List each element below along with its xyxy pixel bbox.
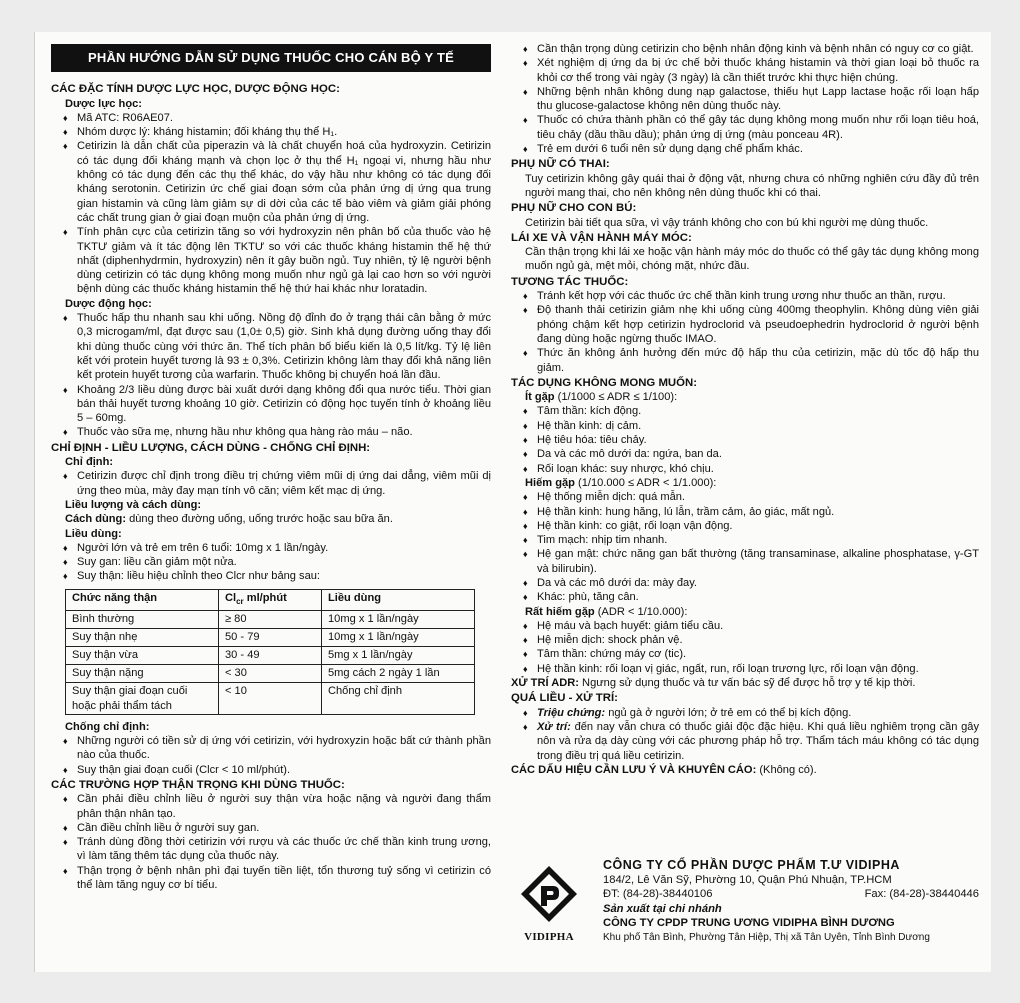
pd-heading: Dược lực học: [65,97,142,110]
table-cell: 5mg cách 2 ngày 1 lần [322,665,475,683]
logo-label: VIDIPHA [524,931,574,944]
list-item: ♦ Tâm thần: kích động. [511,404,979,418]
list-item: ♦ Suy gan: liều cần giảm một nửa. [51,555,491,569]
very-rare-list [511,619,979,676]
indication-heading: CHỈ ĐỊNH - LIỀU LƯỢNG, CÁCH DÙNG - CHỐNG CHỈ ĐỊNH: [51,441,371,454]
dose-list [51,541,491,584]
list-item: ♦ Thuốc có chứa thành phần có thể gây tác dụng không mong muốn như rối loạn tiêu hoá, tiêu chảy (dầu thầu dầu); phản ứng dị ứng (màu ponceau 4R). [511,113,979,142]
table-cell: ≥ 80 [219,611,322,629]
table-header: Chức năng thận [66,589,219,611]
list-item: ♦ Cetirizin là dẫn chất của piperazin và là chất chuyển hoá của hydroxyzin. Cetirizin có tác dụng đối kháng mạnh và chọn lọc ở thụ thể H₁ ngoại vi, nhưng hầu như không có tác dụng đến các thụ thể khác, do vậy hầu như không có tác dụng đối kháng serotonin. Cetirizin ức chế giai đoạn sớm của phản ứng dị ứng qua trung gian histamin và cũng làm giảm sự di dời của các tế bào viêm và giảm giải phóng các chất trung gian ở giai đoạn muộn của phản ứng dị ứng. [51,139,491,225]
table-row [66,647,475,665]
adr-handling: XỬ TRÍ ADR: Ngưng sử dụng thuốc và tư vấn bác sỹ để được hỗ trợ y tế kịp thời. [511,677,916,690]
list-item: ♦ Xét nghiệm dị ứng da bị ức chế bởi thuốc kháng histamin và thời gian loại bỏ thuốc ra khỏi cơ thể trong vài ngày (3 ngày) là cần thiết trước khi thực hiện chúng. [511,56,979,85]
company-info [603,858,979,946]
uncommon-heading: Hiếm gặp (1/10.000 ≤ ADR < 1/1.000): [525,476,717,489]
table-header-row [66,589,475,611]
list-item: ♦ Tim mạch: nhịp tim nhanh. [511,533,979,547]
list-item: ♦ Khoảng 2/3 liều dùng được bài xuất dưới dạng không đổi qua nước tiểu. Thời gian bán thải huyết tương khoảng 10 giờ. Cetirizin có động học tuyến tính ở khoảng liều 5 – 60mg. [51,383,491,426]
table-cell: 10mg x 1 lần/ngày [322,629,475,647]
table-header: $Cl_{cr}$ ml/phút [219,589,322,611]
dose-heading: Liều lượng và cách dùng: [65,498,202,511]
list-item: ♦ Hệ thần kinh: hung hăng, lú lẫn, trầm cảm, ảo giác, mất ngủ. [511,505,979,519]
list-item: ♦ Cần thận trọng dùng cetirizin cho bệnh nhân động kinh và bệnh nhân có nguy cơ co giật. [511,42,979,56]
table-cell: 5mg x 1 lần/ngày [322,647,475,665]
table-header: Liều dùng [322,589,475,611]
dose-subheading: Liều dùng: [65,527,122,540]
uncommon-list [511,490,979,604]
company-phone: ĐT: (84-28)-38440106 [603,888,713,901]
diamond-logo-icon [519,864,579,924]
pregnancy-heading: PHỤ NỮ CÓ THAI: [511,158,610,171]
table-cell: Chống chỉ định [322,683,475,715]
list-item: ♦ Tránh kết hợp với các thuốc ức chế thần kinh trung ương như thuốc an thần, rượu. [511,289,979,303]
list-item: ♦ Tâm thần: chứng máy cơ (tic). [511,647,979,661]
table-cell: 10mg x 1 lần/ngày [322,611,475,629]
how-text: dùng theo đường uống, uống trước hoặc sau bữa ăn. [126,513,393,526]
list-item: ♦ Hệ thần kinh: dị cảm. [511,419,979,433]
pharm-heading: CÁC ĐẶC TÍNH DƯỢC LỰC HỌC, DƯỢC ĐỘNG HỌC: [51,83,340,96]
pk-list [51,311,491,440]
left-column [51,42,491,892]
list-item: ♦ Da và các mô dưới da: ngứa, ban da. [511,447,979,461]
list-item: ♦ Xử trí: đến nay vẫn chưa có thuốc giải độc đặc hiệu. Khi quá liều nghiêm trọng cần gây nôn và rửa dạ dày cùng với các phương pháp hỗ trợ. Thẩm tách máu không có tác dụng trong điều trị quá liều cetirizin. [511,720,979,763]
overdose-list [511,706,979,763]
list-item: ♦ Hệ miễn dịch: shock phản vệ. [511,633,979,647]
very-rare-heading: Rất hiếm gặp (ADR < 1/10.000): [525,605,688,618]
list-item: ♦ Cần điều chỉnh liều ở người suy gan. [51,821,491,835]
list-item: ♦ Thuốc vào sữa mẹ, nhưng hầu như không qua hàng rào máu – não. [51,425,491,439]
table-cell: Suy thận vừa [66,647,219,665]
branch-name: CÔNG TY CPDP TRUNG ƯƠNG VIDIPHA BÌNH DƯƠNG [603,917,895,930]
table-cell: 50 - 79 [219,629,322,647]
pregnancy-text: Tuy cetirizin không gây quái thai ở động vật, nhưng chưa có những nghiên cứu đầy đủ trên người mang thai, cho nên không nên dùng thuốc khi có thai. [525,172,979,199]
warning-signs: CÁC DẤU HIỆU CẦN LƯU Ý VÀ KHUYÊN CÁO: (Không có). [511,763,817,776]
production-note: Sản xuất tại chi nhánh [603,902,722,915]
list-item: ♦ Suy thận: liều hiệu chỉnh theo Clcr như bảng sau: [51,569,491,583]
table-row [66,629,475,647]
adverse-heading: TÁC DỤNG KHÔNG MONG MUỐN: [511,376,698,389]
table-cell: Suy thận nhẹ [66,629,219,647]
how-label: Cách dùng: [65,513,127,526]
overdose-heading: QUÁ LIỀU - XỬ TRÍ: [511,692,618,705]
table-row [66,665,475,683]
list-item: ♦ Thức ăn không ảnh hưởng đến mức độ hấp thu của cetirizin, mặc dù tốc độ hấp thu giảm. [511,346,979,375]
caution-cont-list [511,42,979,156]
how-to-use [65,512,491,526]
list-item: ♦ Tính phân cực của cetirizin tăng so với hydroxyzin nên phân bố của thuốc vào hệ TKTƯ giảm và ít tác động lên TKTƯ so với các thuốc kháng histamin thế hệ thứ nhất (diphenhydrmin, hydroxyzin) nên ít gây buồn ngủ. Tuy nhiên, tỷ lệ người bệnh dùng cetirizin có tác dụng không mong muốn như ngủ gà lại cao hơn so với người bệnh dùng các thuốc kháng histamin thế hệ thứ hai khác như loratadin. [51,225,491,296]
renal-dose-table [65,589,475,715]
interaction-list [511,289,979,375]
contra-heading: Chống chỉ định: [65,720,150,733]
rare-heading: Ít gặp (1/1000 ≤ ADR ≤ 1/100): [525,391,678,404]
company-fax: Fax: (84-28)-38440446 [864,888,979,901]
driving-text: Cần thận trọng khi lái xe hoặc vận hành máy móc do thuốc có thể gây tác dụng không mong muốn ngủ gà, mệt mỏi, chóng mặt, nhức đầu. [525,246,979,273]
pd-list [51,111,491,297]
list-item: ♦ Trẻ em dưới 6 tuổi nên sử dụng dạng chế phẩm khác. [511,142,979,156]
list-item: ♦ Những bệnh nhân không dung nạp galactose, thiếu hụt Lapp lactase hoặc rối loạn hấp thu glucose-galactose không nên dùng thuốc này. [511,85,979,114]
caution-heading: CÁC TRƯỜNG HỢP THẬN TRỌNG KHI DÙNG THUỐC: [51,778,345,791]
caution-list [51,792,491,892]
list-item: ♦ Hệ thống miễn dịch: quá mẫn. [511,490,979,504]
list-item: ♦ Triệu chứng: ngủ gà ở người lớn; ở trẻ em có thể bị kích động. [511,706,979,720]
list-item: ♦ Da và các mô dưới da: mày đay. [511,576,979,590]
interaction-heading: TƯƠNG TÁC THUỐC: [511,275,629,288]
table-cell: < 10 [219,683,322,715]
list-item: ♦ Nhóm dược lý: kháng histamin; đối kháng thụ thể H₁. [51,125,491,139]
list-item: ♦ Cần phải điều chỉnh liều ở người suy thận vừa hoặc nặng và người đang thẩm phân thận nhân tạo. [51,792,491,821]
list-item: ♦ Thận trọng ở bệnh nhân phì đại tuyến tiền liệt, tổn thương tuỷ sống vì cetirizin có thể làm tăng nguy cơ bí tiểu. [51,864,491,893]
list-item: ♦ Mã ATC: R06AE07. [51,111,491,125]
list-item: ♦ Độ thanh thải cetirizin giảm nhẹ khi uống cùng 400mg theophylin. Không dùng viên giải phóng chậm kết hợp cetirizin hydroclorid và pseudoephedrin hydroclorid ở người bệnh đang dùng hoặc ngừng thuốc IMAO. [511,303,979,346]
company-name: CÔNG TY CỔ PHẦN DƯỢC PHẨM T.Ư VIDIPHA [603,858,900,872]
table-cell: < 30 [219,665,322,683]
list-item: ♦ Những người có tiền sử dị ứng với cetirizin, với hydroxyzin hoặc bất cứ thành phần nào của thuốc. [51,734,491,763]
list-item: ♦ Suy thận giai đoạn cuối (Clcr < 10 ml/phút). [51,763,491,777]
list-item: ♦ Người lớn và trẻ em trên 6 tuổi: 10mg x 1 lần/ngày. [51,541,491,555]
table-cell: Bình thường [66,611,219,629]
list-item: ♦ Hệ gan mật: chức năng gan bất thường (tăng transaminase, alkaline phosphatase, γ-GT và bilirubin). [511,547,979,576]
chi-dinh-heading: Chỉ định: [65,456,114,469]
list-item: ♦ Hệ máu và bạch huyết: giảm tiểu cầu. [511,619,979,633]
branch-address: Khu phố Tân Bình, Phường Tân Hiệp, Thị xã Tân Uyên, Tỉnh Bình Dương [603,931,930,943]
driving-heading: LÁI XE VÀ VẬN HÀNH MÁY MÓC: [511,231,692,244]
list-item: ♦ Cetirizin được chỉ định trong điều trị chứng viêm mũi dị ứng dai dẳng, viêm mũi dị ứng theo mùa, mày đay mạn tính vô căn; viêm kết mạc dị ứng. [51,469,491,498]
company-address: 184/2, Lê Văn Sỹ, Phường 10, Quận Phú Nhuận, TP.HCM [603,873,892,886]
right-column [511,42,979,944]
list-item: ♦ Hệ thần kinh: co giật, rối loạn vận động. [511,519,979,533]
list-item: ♦ Hệ tiêu hóa: tiêu chảy. [511,433,979,447]
lactation-heading: PHỤ NỮ CHO CON BÚ: [511,202,637,215]
vidipha-logo [513,864,585,950]
list-item: ♦ Khác: phù, tăng cân. [511,590,979,604]
company-block [511,858,979,968]
leaflet-sheet [34,32,991,972]
chi-dinh-list [51,469,491,498]
lactation-text: Cetirizin bài tiết qua sữa, vì vậy tránh không cho con bú khi người mẹ dùng thuốc. [525,216,929,229]
table-row [66,683,475,715]
list-item: ♦ Thuốc hấp thu nhanh sau khi uống. Nồng độ đỉnh đo ở trạng thái cân bằng ở mức 0,3 microgam/ml, đạt được sau (1,0± 0,5) giờ. Sinh khả dụng đường uống thay đổi khi dùng thuốc cùng với thức ăn. Thể tích phân bố biểu kiến là 0,5 lít/kg. Tỷ lệ liên kết với protein huyết tương là 93 ± 0,3%. Cetirizin không làm thay đổi khả năng liên kết protein huyết tương của warfarin. Thuốc không bị chuyển hoá lần đầu. [51,311,491,382]
table-cell: 30 - 49 [219,647,322,665]
rare-list [511,404,979,475]
list-item: ♦ Rối loạn khác: suy nhược, khó chịu. [511,462,979,476]
list-item: ♦ Hệ thần kinh: rối loạn vị giác, ngất, run, rối loạn trương lực, rối loạn vận động. [511,662,979,676]
list-item: ♦ Tránh dùng đồng thời cetirizin với rượu và các thuốc ức chế thần kinh trung ương, vì làm tăng thêm tác dụng của thuốc này. [51,835,491,864]
table-row [66,611,475,629]
contra-list [51,734,491,777]
pk-heading: Dược động học: [65,297,152,310]
table-cell: Suy thận giai đoạn cuối hoặc phải thẩm tách [66,683,219,715]
table-cell: Suy thận nặng [66,665,219,683]
company-contacts [603,887,979,902]
section-banner: PHẦN HƯỚNG DẪN SỬ DỤNG THUỐC CHO CÁN BỘ Y TẾ [51,44,491,72]
